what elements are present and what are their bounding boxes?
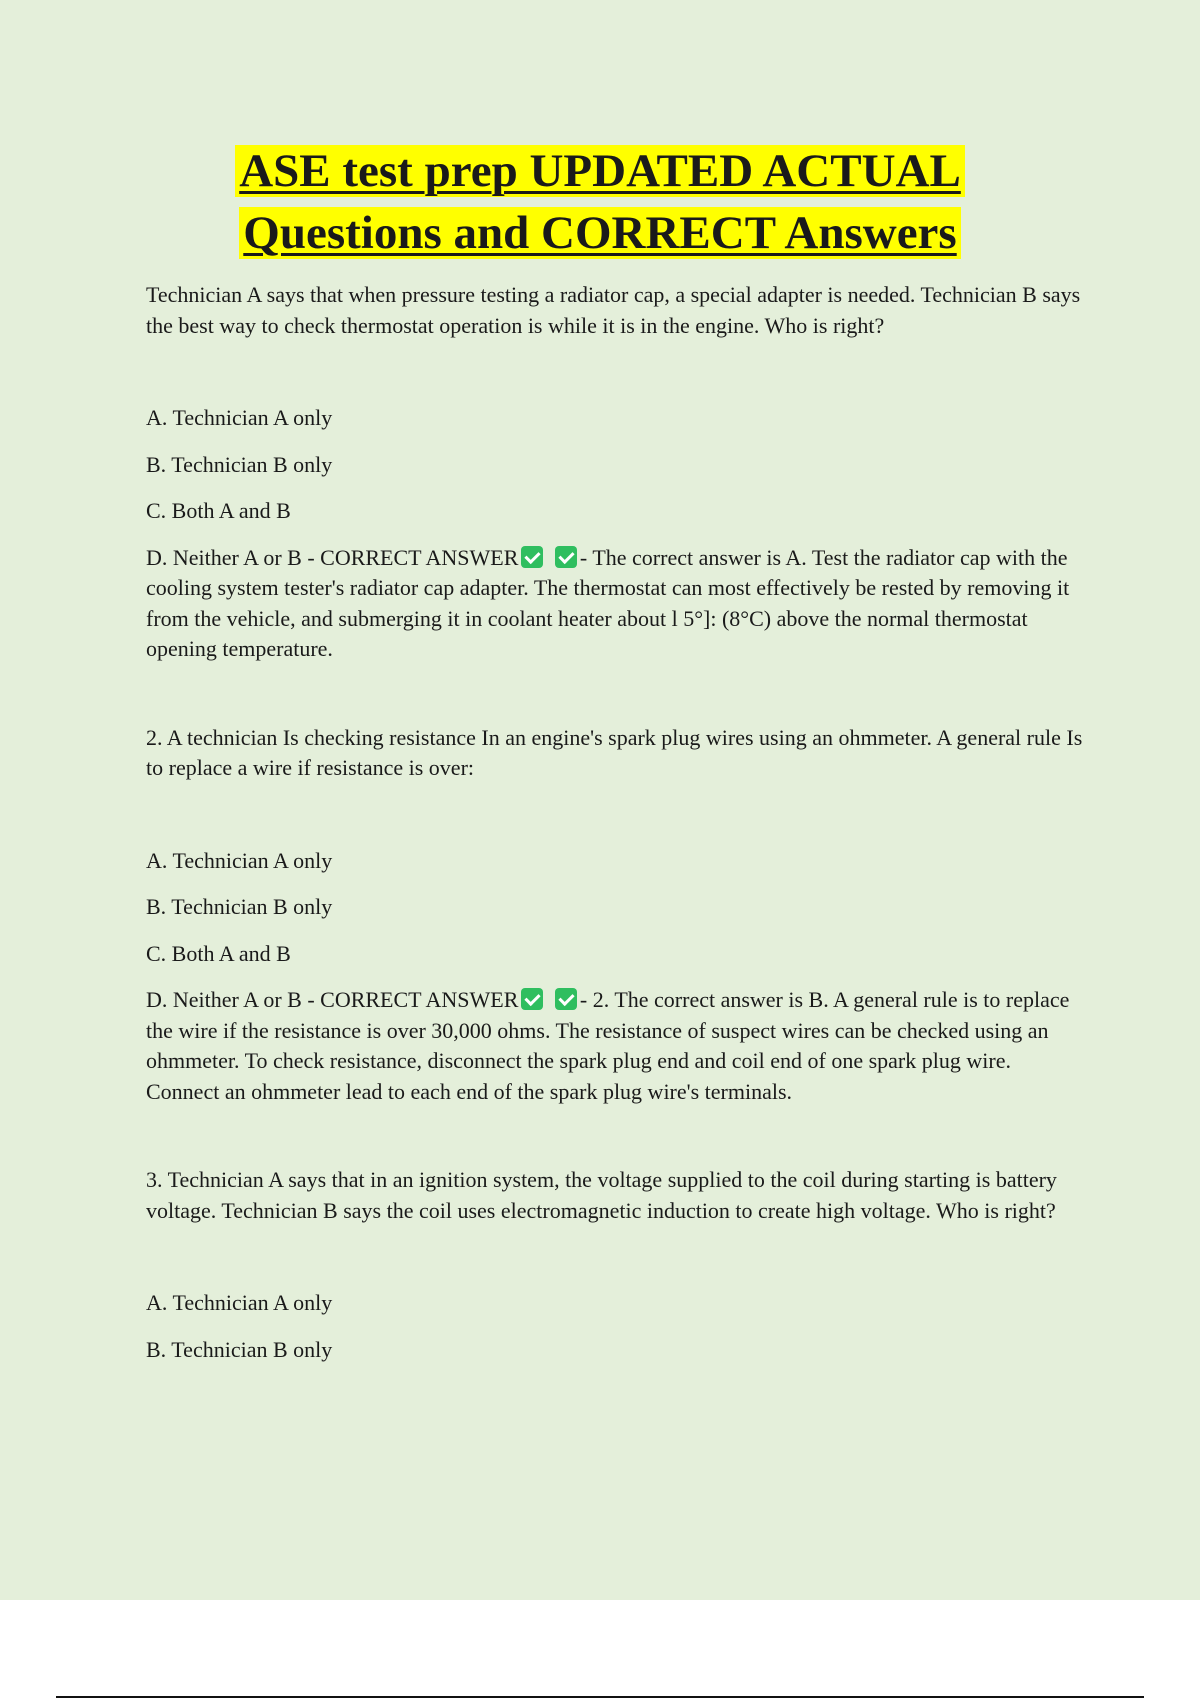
question-2-option-d: D. Neither A or B - CORRECT ANSWER — [146, 987, 519, 1012]
question-2-text: 2. A technician Is checking resistance In an engine's spark plug wires using an ohmmeter. A general rule Is to replace a wire if resistance is over: — [146, 724, 1083, 780]
question-1-option-a: A. Technician A only — [146, 405, 333, 430]
document-title — [0, 140, 1200, 264]
question-3-option-a: A. Technician A only — [146, 1290, 333, 1315]
question-1-text: Technician A says that when pressure testing a radiator cap, a special adapter is needed. Technician B says the best way to check thermostat operation is while it is in the engine. Who is right? — [146, 282, 1081, 338]
question-3-text: 3. Technician A says that in an ignition system, the voltage supplied to the coil during starting is battery voltage. Technician B says the coil uses electromagnetic induction to create high voltage. Who is right? — [146, 1167, 1057, 1223]
question-2-explanation: - 2. The correct answer is B. A general rule is to replace the wire if the resistance is over 30,000 ohms. The resistance of suspect wires can be checked using an ohmmeter. To check resistance, disconnect the spark plug end and coil end of one spark plug wire. Connect an ohmmeter lead to each end of the spark plug wire's terminals. — [146, 987, 1070, 1104]
footer-divider — [56, 1696, 1144, 1698]
check-box-icon — [521, 546, 543, 568]
question-1-option-d: D. Neither A or B - CORRECT ANSWER — [146, 544, 519, 570]
question-2-option-c: C. Both A and B — [146, 940, 291, 966]
question-2-answer — [146, 985, 1086, 1107]
title-line-1: ASE test prep UPDATED ACTUAL — [235, 145, 965, 197]
check-box-icon — [555, 988, 577, 1010]
question-1-option-c: C. Both A and B — [146, 498, 291, 523]
question-3-option-b: B. Technician B only — [146, 1336, 333, 1362]
question-1-answer — [146, 543, 1086, 665]
question-2-option-a: A. Technician A only — [146, 847, 333, 873]
question-1-explanation: - The correct answer is A. Test the radiator cap with the cooling system tester's radiator cap adapter. The thermostat can most effectively be rested by removing it from the vehicle, and submerging it in coolant heater about l 5°]: (8°C) above the normal thermostat opening temperature. — [146, 544, 1070, 661]
question-1-option-b: B. Technician B only — [146, 451, 333, 477]
document-content — [146, 280, 1086, 1381]
check-box-icon — [555, 546, 577, 568]
title-line-2: Questions and CORRECT Answers — [239, 207, 960, 259]
question-2-option-b: B. Technician B only — [146, 894, 333, 919]
check-box-icon — [521, 988, 543, 1010]
